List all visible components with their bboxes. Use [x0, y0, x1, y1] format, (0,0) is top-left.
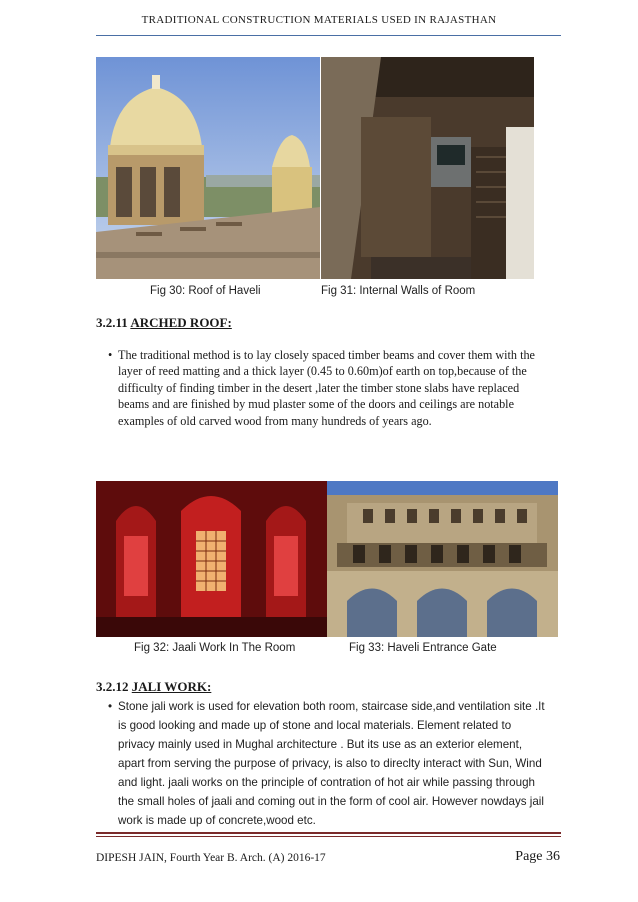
footer-divider-thick: [96, 832, 561, 834]
header-divider: [96, 35, 561, 36]
section-3212-paragraph: [108, 697, 548, 830]
section-3212-number: 3.2.12: [96, 679, 129, 694]
bullet-icon: •: [108, 700, 113, 713]
fig31-image: [321, 57, 534, 279]
fig32-image: [96, 481, 327, 637]
section-3211-number: 3.2.11: [96, 315, 128, 330]
fig33-image: [327, 481, 558, 637]
section-3211-heading: [96, 315, 232, 331]
bullet-icon: •: [108, 348, 113, 362]
section-3211-paragraph: [108, 347, 546, 429]
section-3212-text: Stone jali work is used for elevation both room, staircase side,and ventilation site .It is good looking and made up of stone and local materials. Element related to privacy mainly used in Mughal architecture . But its use as an exterior element, apart from serving the purpose of privacy, is also to direclty interact with Sun, Wind and light. jaali works on the principle of contration of hot air while passing through the small holes of jaali and coming out in the form of cool air. However nowdays jail work is made up of concrete,wood etc.: [118, 700, 545, 827]
fig32-caption: Fig 32: Jaali Work In The Room: [134, 642, 296, 654]
section-3211-title: ARCHED ROOF:: [130, 315, 232, 330]
fig33-caption: Fig 33: Haveli Entrance Gate: [349, 642, 497, 654]
footer-divider-thin: [96, 836, 561, 837]
fig31-caption: Fig 31: Internal Walls of Room: [321, 285, 476, 297]
running-header: TRADITIONAL CONSTRUCTION MATERIALS USED IN RAJASTHAN: [141, 14, 497, 26]
section-3212-title: JALI WORK:: [131, 679, 212, 694]
fig30-caption: Fig 30: Roof of Haveli: [150, 285, 261, 297]
footer-author: DIPESH JAIN, Fourth Year B. Arch. (A) 2016-17: [96, 852, 326, 864]
page-number: Page 36: [515, 849, 560, 864]
section-3212-heading: [96, 679, 211, 695]
fig30-image: [96, 57, 320, 279]
section-3211-text: The traditional method is to lay closely spaced timber beams and cover them with the layer of reed matting and a thick layer (0.45 to 0.60m)of earth on top,because of the difficulty of finding timber in the desert ,later the timber stone slabs have replaced beams and are finished by mud plaster some of the doors and ceilings are notable examples of old carved wood from many hundreds of years ago.: [118, 348, 535, 428]
